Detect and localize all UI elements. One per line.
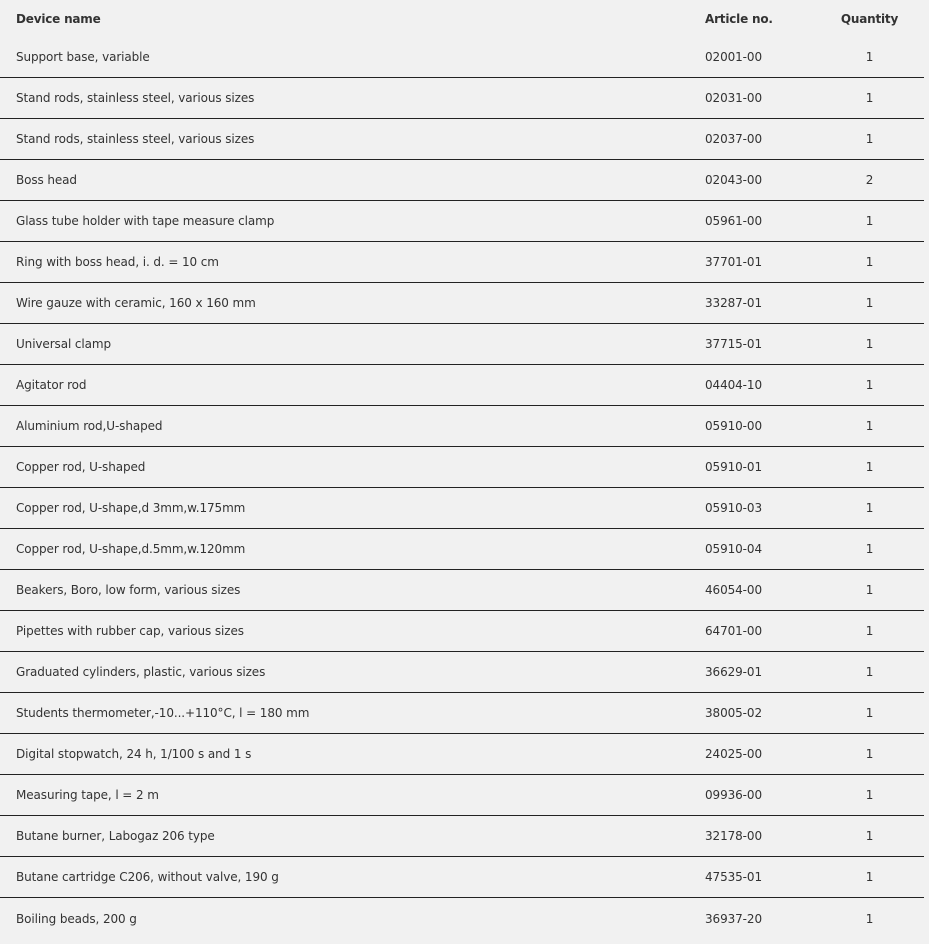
article-no-cell: 05961-00 xyxy=(705,201,815,242)
article-no-cell: 32178-00 xyxy=(705,816,815,857)
device-name-cell: Stand rods, stainless steel, various sizes xyxy=(0,119,705,160)
table-row xyxy=(0,201,924,242)
article-no-cell: 36629-01 xyxy=(705,652,815,693)
quantity-cell: 1 xyxy=(815,37,924,78)
device-name-cell: Universal clamp xyxy=(0,324,705,365)
quantity-cell: 1 xyxy=(815,324,924,365)
device-name-cell: Ring with boss head, i. d. = 10 cm xyxy=(0,242,705,283)
table-row xyxy=(0,37,924,78)
quantity-cell: 1 xyxy=(815,693,924,734)
article-no-cell: 37701-01 xyxy=(705,242,815,283)
article-no-cell: 36937-20 xyxy=(705,912,762,926)
quantity-cell: 1 xyxy=(815,611,924,652)
device-name-cell: Boss head xyxy=(0,160,705,201)
header-row xyxy=(0,0,924,37)
device-name-cell: Digital stopwatch, 24 h, 1/100 s and 1 s xyxy=(0,734,705,775)
device-name-cell: Butane cartridge C206, without valve, 190 g xyxy=(0,857,705,898)
table-row xyxy=(0,816,924,857)
article-no-cell: 02001-00 xyxy=(705,37,815,78)
device-name-cell: Glass tube holder with tape measure clamp xyxy=(0,201,705,242)
article-no-cell: 05910-00 xyxy=(705,406,815,447)
quantity-cell: 1 xyxy=(815,447,924,488)
quantity-cell: 1 xyxy=(815,119,924,160)
device-name-cell: Measuring tape, l = 2 m xyxy=(0,775,705,816)
article-no-cell: 05910-01 xyxy=(705,447,815,488)
table-row xyxy=(0,775,924,816)
device-name-cell: Wire gauze with ceramic, 160 x 160 mm xyxy=(0,283,705,324)
table-row xyxy=(0,365,924,406)
table-row xyxy=(0,570,924,611)
table-row xyxy=(0,447,924,488)
article-no-cell: 37715-01 xyxy=(705,324,815,365)
device-name-cell: Butane burner, Labogaz 206 type xyxy=(0,816,705,857)
quantity-cell: 1 xyxy=(815,570,924,611)
column-header-quantity: Quantity xyxy=(840,11,899,26)
quantity-cell: 1 xyxy=(815,201,924,242)
quantity-cell: 1 xyxy=(815,488,924,529)
article-no-cell: 46054-00 xyxy=(705,570,815,611)
article-no-cell: 38005-02 xyxy=(705,693,815,734)
article-no-cell: 24025-00 xyxy=(705,734,815,775)
quantity-cell: 1 xyxy=(815,775,924,816)
table-row xyxy=(0,324,924,365)
article-no-cell: 47535-01 xyxy=(705,857,815,898)
quantity-cell: 1 xyxy=(815,816,924,857)
quantity-cell: 1 xyxy=(815,734,924,775)
table-row xyxy=(0,734,924,775)
table-row xyxy=(0,693,924,734)
article-no-cell: 02037-00 xyxy=(705,119,815,160)
device-name-cell: Copper rod, U-shape,d 3mm,w.175mm xyxy=(0,488,705,529)
table-row xyxy=(0,160,924,201)
article-no-cell: 02031-00 xyxy=(705,78,815,119)
device-name-cell: Pipettes with rubber cap, various sizes xyxy=(0,611,705,652)
article-no-cell: 04404-10 xyxy=(705,365,815,406)
article-no-cell: 33287-01 xyxy=(705,283,815,324)
table-row xyxy=(0,119,924,160)
quantity-cell: 1 xyxy=(865,912,874,926)
quantity-cell: 1 xyxy=(815,652,924,693)
column-header-device-name: Device name xyxy=(16,11,101,26)
quantity-cell: 1 xyxy=(815,529,924,570)
table-row xyxy=(0,242,924,283)
table-body xyxy=(0,37,924,940)
table-row xyxy=(0,611,924,652)
quantity-cell: 1 xyxy=(815,406,924,447)
quantity-cell: 1 xyxy=(815,283,924,324)
article-no-cell: 05910-04 xyxy=(705,529,815,570)
table-row xyxy=(0,283,924,324)
device-name-cell: Beakers, Boro, low form, various sizes xyxy=(0,570,705,611)
table-row xyxy=(0,652,924,693)
device-name-cell: Support base, variable xyxy=(0,37,705,78)
device-name-cell: Agitator rod xyxy=(0,365,705,406)
quantity-cell: 1 xyxy=(815,78,924,119)
table-row xyxy=(0,529,924,570)
quantity-cell: 2 xyxy=(815,160,924,201)
table-header xyxy=(0,0,924,37)
article-no-cell: 64701-00 xyxy=(705,611,815,652)
quantity-cell: 1 xyxy=(815,242,924,283)
article-no-cell: 05910-03 xyxy=(705,488,815,529)
device-name-cell: Graduated cylinders, plastic, various sizes xyxy=(0,652,705,693)
column-header-article-no: Article no. xyxy=(705,11,773,26)
table-row xyxy=(0,406,924,447)
device-name-cell: Copper rod, U-shape,d.5mm,w.120mm xyxy=(0,529,705,570)
table-row xyxy=(0,78,924,119)
table-row xyxy=(0,857,924,898)
quantity-cell: 1 xyxy=(815,857,924,898)
device-name-cell: Boiling beads, 200 g xyxy=(16,912,137,926)
device-name-cell: Stand rods, stainless steel, various sizes xyxy=(0,78,705,119)
device-name-cell: Aluminium rod,U-shaped xyxy=(0,406,705,447)
quantity-cell: 1 xyxy=(815,365,924,406)
article-no-cell: 09936-00 xyxy=(705,775,815,816)
table-row xyxy=(0,488,924,529)
table-row xyxy=(0,898,924,941)
device-name-cell: Students thermometer,-10...+110°C, l = 180 mm xyxy=(0,693,705,734)
article-no-cell: 02043-00 xyxy=(705,160,815,201)
device-name-cell: Copper rod, U-shaped xyxy=(0,447,705,488)
